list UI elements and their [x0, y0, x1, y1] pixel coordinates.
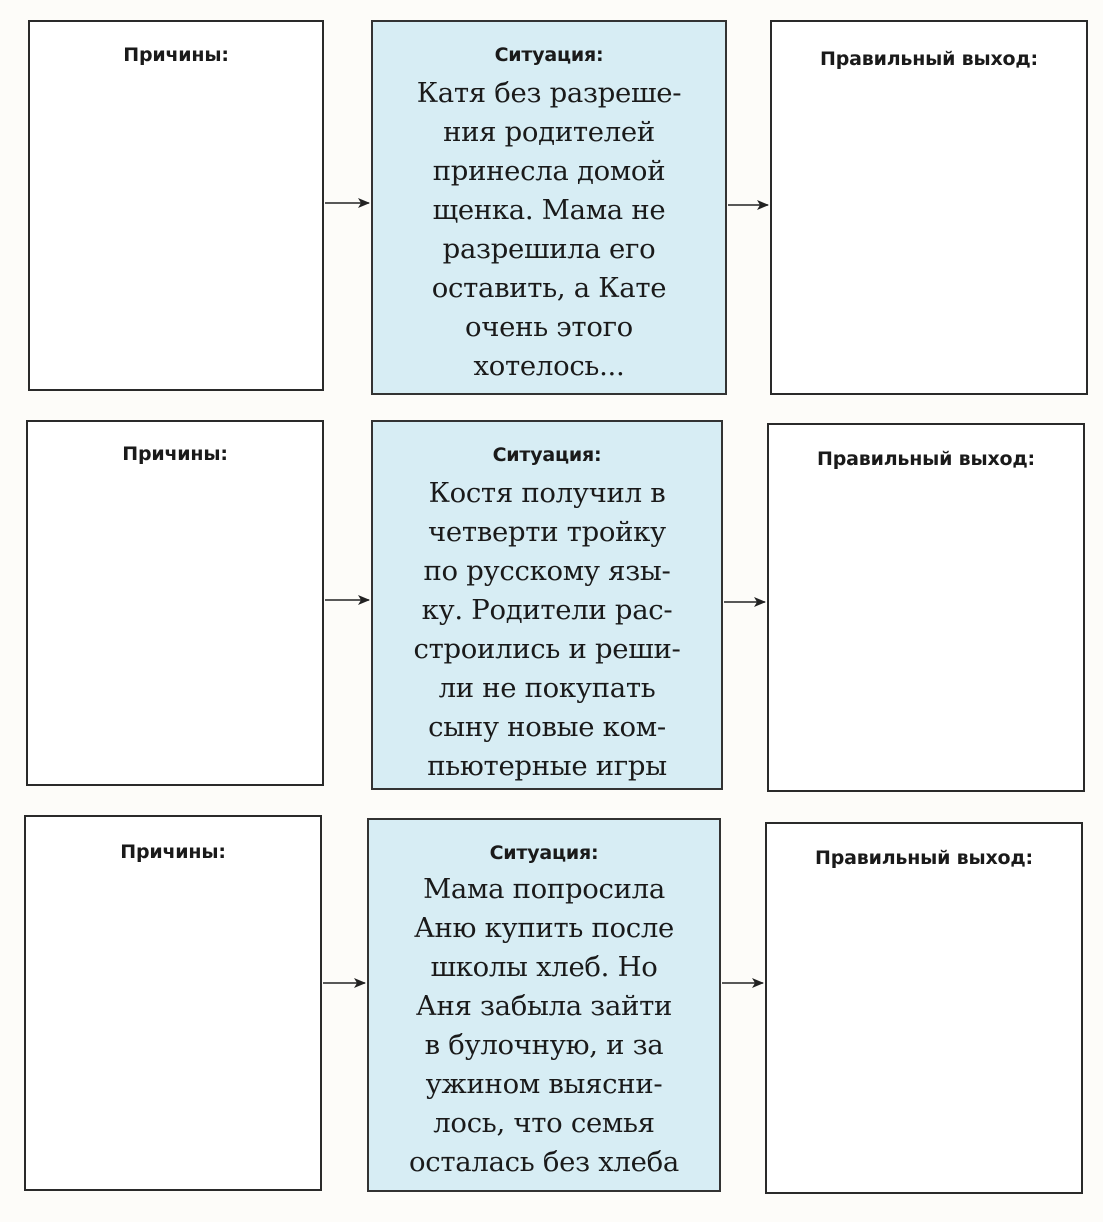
- situation-line: Катя без разреше-: [416, 77, 682, 109]
- situation-line: ку. Родители рас-: [421, 594, 673, 626]
- situation-line: Мама попросила: [423, 873, 665, 905]
- situation-line: по русскому язы-: [423, 555, 671, 587]
- situation-label: Ситуация:: [494, 44, 604, 66]
- situation-line: Аня забыла зайти: [415, 990, 673, 1022]
- situation-line: хотелось...: [473, 350, 625, 382]
- causes-label: Причины:: [120, 841, 226, 863]
- solution-label: Правильный выход:: [817, 448, 1035, 470]
- situation-line: ли не покупать: [438, 672, 656, 704]
- situation-line: сыну новые ком-: [428, 711, 666, 743]
- situation-line: строились и реши-: [413, 633, 681, 665]
- situation-line: оставить, а Кате: [431, 272, 667, 304]
- solution-label: Правильный выход:: [815, 847, 1033, 869]
- situation-line: ния родителей: [443, 116, 655, 148]
- situation-label: Ситуация:: [492, 444, 602, 466]
- situation-line: в булочную, и за: [424, 1029, 664, 1061]
- situation-line: Аню купить после: [413, 912, 675, 944]
- situation-line: ужином выясни-: [425, 1068, 663, 1100]
- situation-line: Костя получил в: [428, 477, 666, 509]
- situation-line: очень этого: [465, 311, 633, 343]
- situation-line: школы хлеб. Но: [430, 951, 658, 983]
- situation-label: Ситуация:: [489, 842, 599, 864]
- causes-label: Причины:: [122, 443, 228, 465]
- situation-line: щенка. Мама не: [432, 194, 666, 226]
- situation-line: осталась без хлеба: [409, 1146, 679, 1178]
- situation-line: четверти тройку: [428, 516, 666, 548]
- solution-label: Правильный выход:: [820, 48, 1038, 70]
- situation-line: пьютерные игры: [427, 750, 667, 782]
- situation-line: разрешила его: [442, 233, 656, 265]
- situation-line: принесла домой: [432, 155, 666, 187]
- causes-label: Причины:: [123, 44, 229, 66]
- situation-line: лось, что семья: [433, 1107, 655, 1139]
